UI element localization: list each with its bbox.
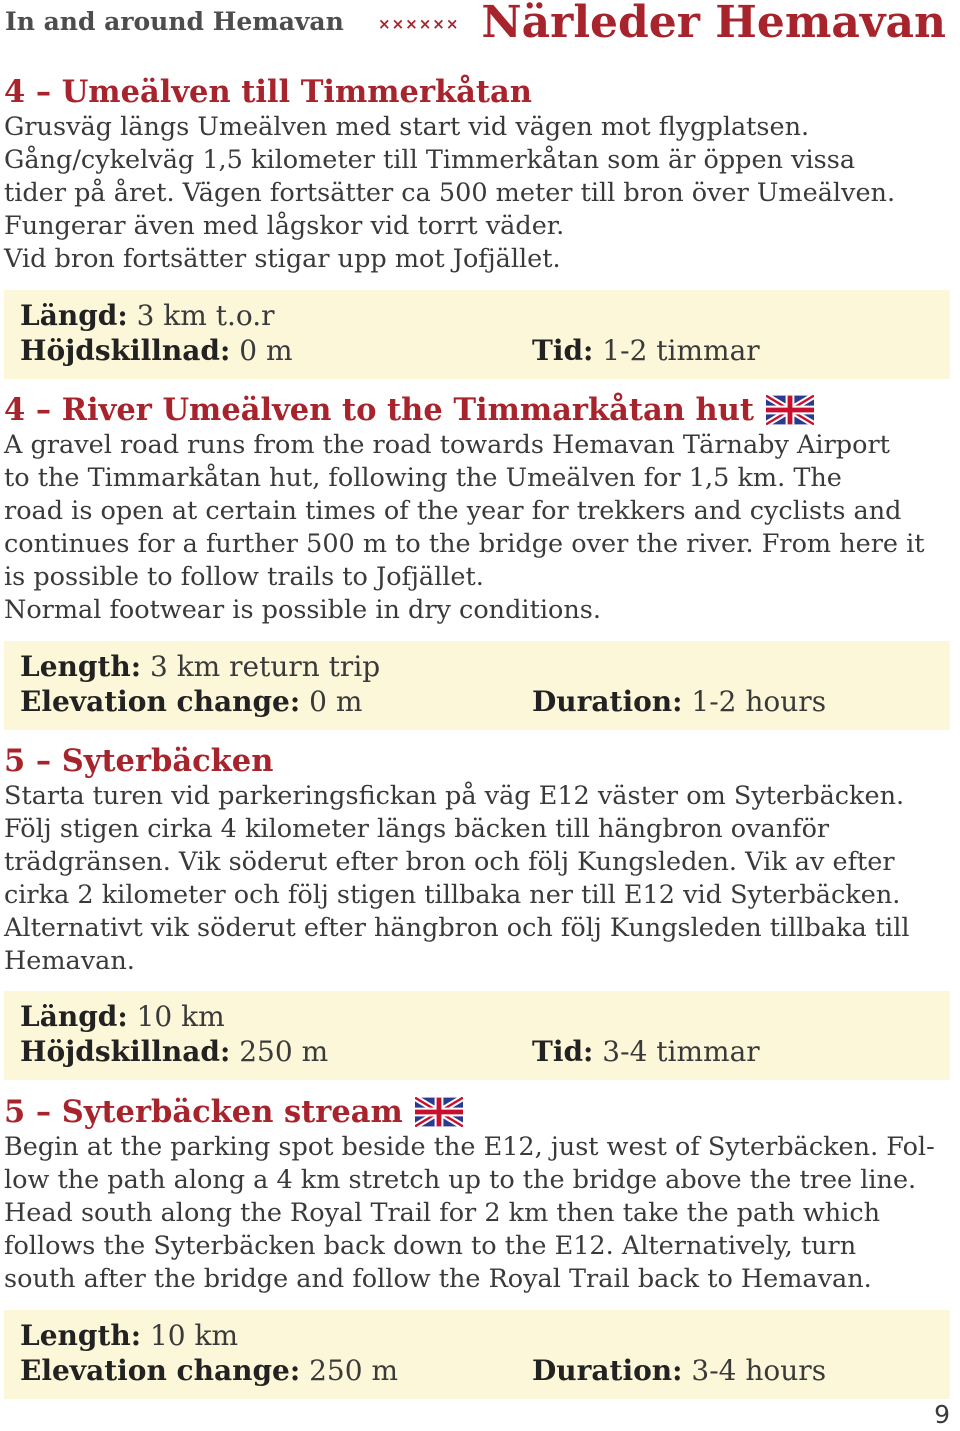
description-line: low the path along a 4 km stretch up to the bridge above the tree line.: [4, 1165, 917, 1195]
page-number: 9: [934, 1400, 950, 1429]
section-title: 5 – Syterbäcken: [4, 743, 274, 779]
section-description: [4, 780, 950, 978]
length-info: Length: 10 km: [20, 1319, 239, 1352]
description-line: Alternativt vik söderut efter hängbron och följ Kungsleden tillbaka till: [4, 913, 910, 943]
page-title: Närleder Hemavan: [481, 0, 946, 48]
description-line: follows the Syterbäcken back down to the E12. Alternatively, turn: [4, 1231, 857, 1261]
description-line: trädgränsen. Vik söderut efter bron och följ Kungsleden. Vik av efter: [4, 847, 895, 877]
description-line: Starta turen vid parkeringsfickan på väg E12 väster om Syterbäcken.: [4, 781, 905, 811]
description-line: cirka 2 kilometer och följ stigen tillbaka ner till E12 vid Syterbäcken.: [4, 880, 901, 910]
description-line: Grusväg längs Umeälven med start vid vägen mot flygplatsen.: [4, 112, 810, 142]
elevation-info: Höjdskillnad: 250 m: [20, 1035, 329, 1068]
description-line: Head south along the Royal Trail for 2 km then take the path which: [4, 1198, 881, 1228]
elevation-info: Elevation change: 250 m: [20, 1354, 399, 1387]
uk-flag-icon: [415, 1097, 463, 1127]
description-line: A gravel road runs from the road towards Hemavan Tärnaby Airport: [4, 430, 890, 460]
trail-section-sv-5: [4, 743, 950, 978]
duration-info: Tid: 3-4 timmar: [532, 1035, 760, 1068]
trail-section-en-5: [4, 1094, 950, 1296]
section-title: 5 – Syterbäcken stream: [4, 1094, 950, 1130]
length-info: Length: 3 km return trip: [20, 650, 381, 683]
decorative-crosses: ××××××: [378, 15, 460, 33]
page-header: [0, 0, 960, 48]
duration-info: Duration: 1-2 hours: [532, 685, 827, 718]
description-line: Följ stigen cirka 4 kilometer längs bäcken till hängbron ovanför: [4, 814, 830, 844]
description-line: to the Timmarkåtan hut, following the Umeälven for 1,5 km. The: [4, 463, 842, 493]
description-line: Hemavan.: [4, 946, 135, 976]
header-subtitle: In and around Hemavan: [5, 7, 344, 36]
section-description: [4, 429, 950, 627]
description-line: Normal footwear is possible in dry conditions.: [4, 595, 601, 625]
uk-flag-icon: [766, 395, 814, 425]
description-line: continues for a further 500 m to the bridge over the river. From here it: [4, 529, 925, 559]
trail-info-box: [4, 1310, 950, 1399]
description-line: south after the bridge and follow the Royal Trail back to Hemavan.: [4, 1264, 872, 1294]
description-line: Gång/cykelväg 1,5 kilometer till Timmerkåtan som är öppen vissa: [4, 145, 856, 175]
description-line: Vid bron fortsätter stigar upp mot Jofjället.: [4, 244, 561, 274]
description-line: is possible to follow trails to Jofjället.: [4, 562, 484, 592]
trail-info-box: [4, 290, 950, 379]
section-description: [4, 1131, 950, 1296]
description-line: road is open at certain times of the year for trekkers and cyclists and: [4, 496, 902, 526]
description-line: Fungerar även med lågskor vid torrt väder.: [4, 211, 565, 241]
section-title: 4 – Umeälven till Timmerkåtan: [4, 74, 532, 110]
duration-info: Tid: 1-2 timmar: [532, 334, 760, 367]
description-line: tider på året. Vägen fortsätter ca 500 meter till bron över Umeälven.: [4, 178, 896, 208]
length-info: Längd: 3 km t.o.r: [20, 299, 275, 332]
trail-section-en-4: [4, 392, 950, 627]
section-title: 4 – River Umeälven to the Timmarkåtan hut: [4, 392, 950, 428]
trail-section-sv-4: [4, 74, 950, 276]
trail-info-box: [4, 991, 950, 1080]
description-line: Begin at the parking spot beside the E12, just west of Syterbäcken. Fol-: [4, 1132, 935, 1162]
section-description: [4, 111, 950, 276]
trail-info-box: [4, 641, 950, 730]
elevation-info: Höjdskillnad: 0 m: [20, 334, 293, 367]
length-info: Längd: 10 km: [20, 1000, 225, 1033]
elevation-info: Elevation change: 0 m: [20, 685, 363, 718]
duration-info: Duration: 3-4 hours: [532, 1354, 827, 1387]
